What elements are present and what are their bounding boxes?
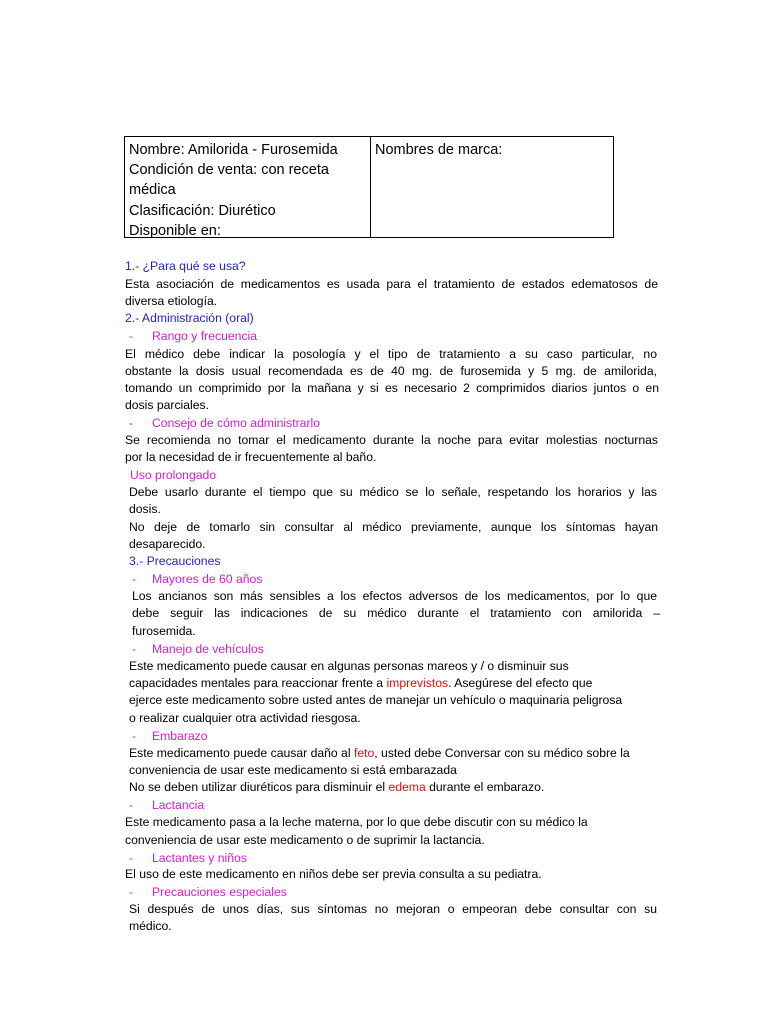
classification: Clasificación: Diurético [129,202,276,219]
text-run: durante el embarazo. [425,780,545,794]
paragraph-line: El uso de este medicamento en niños debe ser previa consulta a su pediatra. [125,867,542,881]
paragraph-line: conveniencia de usar este medicamento si está embarazada [129,763,457,777]
paragraph-line: dosis parciales. [125,398,209,412]
highlight-fetus: feto [353,746,375,760]
bullet-dash: - [129,851,134,865]
paragraph-line: desaparecido. [129,537,206,551]
bullet-dash: - [129,416,134,430]
paragraph-line: Debe usarlo durante el tiempo que su médico se lo señale, respetando los horarios y las [129,485,657,499]
drug-info-table [124,136,614,238]
brand-names: Nombres de marca: [375,142,503,158]
drug-info-right-cell [371,137,613,237]
drug-name: Nombre: Amilorida - Furosemida [129,142,338,158]
subheading-pregnancy: Embarazo [152,729,208,743]
paragraph-line: Esta asociación de medicamentos es usada para el tratamiento de estados edematosos de [125,277,658,291]
subheading-driving: Manejo de vehículos [152,642,264,656]
paragraph-line: El médico debe indicar la posología y el tipo de tratamiento a su caso particular, no [125,347,657,361]
paragraph-line: ejerce este medicamento sobre usted antes de manejar un vehículo o maquinaria peligrosa [129,693,623,707]
bullet-dash: - [132,729,137,743]
bullet-dash: - [132,572,137,586]
highlight-unforeseen: imprevistos [386,676,449,690]
bullet-dash: - [132,642,137,656]
available-in: Disponible en: [129,222,221,239]
paragraph-line: Este medicamento pasa a la leche materna, por lo que debe discutir con su médico la [125,815,588,829]
bullet-dash: - [129,329,134,343]
paragraph-line: furosemida. [132,624,196,638]
paragraph-line-mixed [129,779,544,795]
paragraph-line: No deje de tomarlo sin consultar al médico previamente, aunque los síntomas hayan [129,520,658,534]
heading-usage: 1.- ¿Para qué se usa? [125,259,246,273]
paragraph-line: Si después de unos días, sus síntomas no mejoran o empeoran debe consultar con su [129,902,657,916]
paragraph-line: o realizar cualquier otra actividad riesgosa. [129,711,361,725]
subheading-prolonged-use: Uso prolongado [130,468,217,482]
sale-condition-cont: médica [129,182,176,199]
paragraph-line-mixed [129,675,592,691]
subheading-infants: Lactantes y niños [152,851,247,865]
paragraph-line: médico. [129,919,172,933]
paragraph-line: obstante la dosis usual recomendada es de 40 mg. de furosemida y 5 mg. de amilorida, [125,364,657,378]
sale-condition: Condición de venta: con receta [129,162,329,179]
text-run: No se deben utilizar diuréticos para disminuir el [129,780,389,794]
subheading-elderly: Mayores de 60 años [152,572,263,586]
subheading-range: Rango y frecuencia [152,329,258,343]
paragraph-line: Este medicamento puede causar en algunas personas mareos y / o disminuir sus [129,659,569,673]
bullet-dash: - [129,885,134,899]
drug-info-left-cell [125,137,371,237]
heading-administration: 2.- Administración (oral) [125,311,254,325]
paragraph-line: tomando un comprimido por la mañana y si es necesario 2 comprimidos diarios juntos o en [125,381,659,395]
text-run: capacidades mentales para reaccionar frente a [129,676,387,690]
paragraph-line-mixed [129,745,630,761]
paragraph-line: por la necesidad de ir frecuentemente al baño. [125,450,377,464]
subheading-advice: Consejo de cómo administrarlo [152,416,320,430]
paragraph-line: diversa etiología. [125,294,218,308]
subheading-special: Precauciones especiales [152,885,287,899]
bullet-dash: - [129,798,134,812]
paragraph-line: Se recomienda no tomar el medicamento durante la noche para evitar molestias nocturnas [125,433,658,447]
text-run: Este medicamento puede causar daño al [129,746,354,760]
paragraph-line: dosis. [129,502,161,516]
heading-precautions: 3.- Precauciones [129,554,221,568]
text-run: , usted debe Conversar con su médico sobre la [374,746,630,760]
text-run: . Asegúrese del efecto que [448,676,593,690]
paragraph-line: debe seguir las indicaciones de su médico durante el tratamiento con amilorida – [132,606,660,620]
paragraph-line: Los ancianos son más sensibles a los efectos adversos de los medicamentos, por lo que [132,589,657,603]
subheading-lactation: Lactancia [152,798,205,812]
highlight-edema: edema [388,780,426,794]
paragraph-line: conveniencia de usar este medicamento o de suprimir la lactancia. [125,833,485,847]
